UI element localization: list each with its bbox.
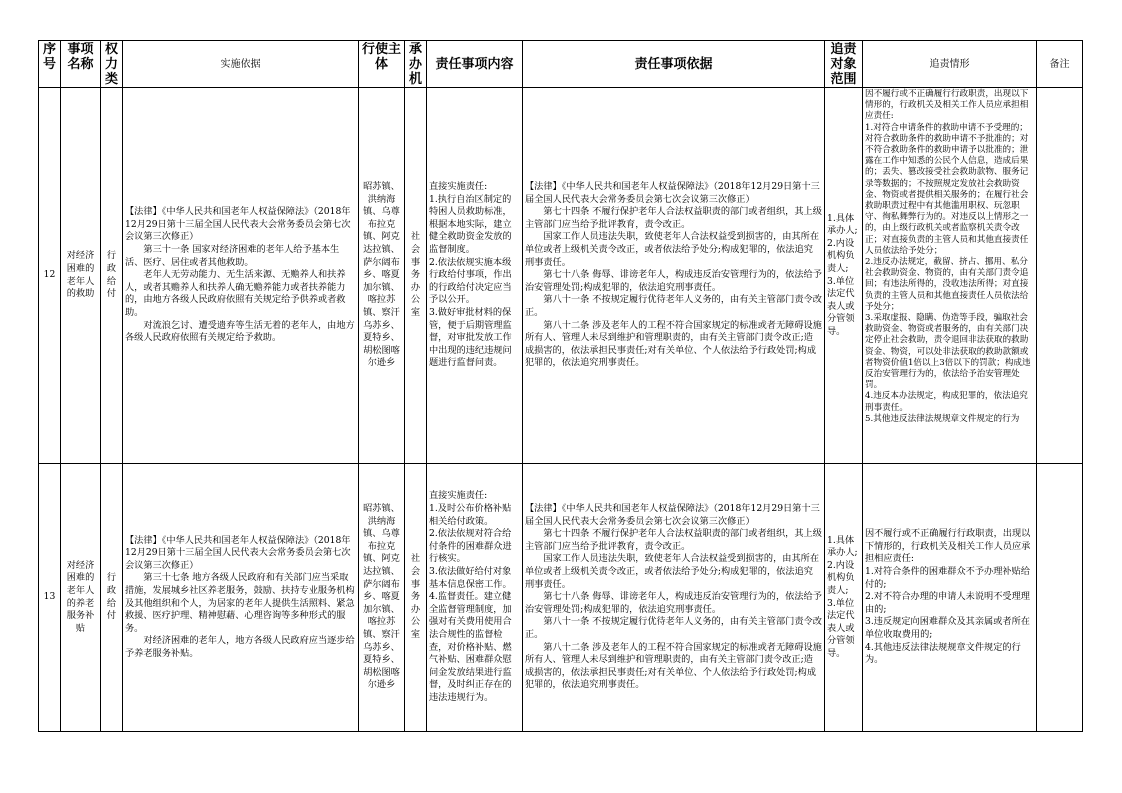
row-organ: 社会事务办公室 <box>405 464 427 732</box>
target-line: 1.具体承办人; <box>827 212 858 237</box>
duty-basis-line: 国家工作人员违法失职，致使老年人合法权益受到损害的，由其所在单位或者上级机关责令改正，或者依法给予处分;构成犯罪的，依法追究刑事责任。 <box>525 231 820 268</box>
header-duty-content: 责任事项内容 <box>427 41 523 88</box>
row-subject: 昭苏镇、洪纳海镇、乌尊布拉克镇、阿克达拉镇、萨尔阔布乡、喀夏加尔镇、喀拉苏镇、察汗乌苏乡、夏特乡、胡松图喀尔逊乡 <box>359 464 405 732</box>
duty-content-line: 4.监督责任。建立健全监督管理制度，加强对有关费用使用合法合规性的监督检查，对价格补贴、燃气补贴、困难群众慰问金发放结果进行监督，及时纠正存在的违法违规行为。 <box>429 591 512 703</box>
basis-line: 老年人无劳动能力、无生活来源、无赡养人和扶养人，或者其赡养人和扶养人确无赡养能力或者扶养能力的，由地方各级人民政府依照有关规定给予供养或者救助。 <box>125 269 346 318</box>
row-remarks <box>1037 464 1083 732</box>
row-duty-content <box>427 464 523 732</box>
circumstance-line: 4.违反本办法规定，构成犯罪的，依法追究刑事责任。 <box>865 391 1028 413</box>
basis-line: 对经济困难的老年人，地方各级人民政府应当逐步给予养老服务补贴。 <box>125 635 355 659</box>
duty-basis-line: 【法律】《中华人民共和国老年人权益保障法》（2018年12月29日第十三届全国人民代表大会常务委员会第七次会议第三次修正） <box>525 503 820 527</box>
duty-content-line: 1.执行自治区制定的特困人员救助标准，根据本地实际，建立健全救助资金发放的监督制度。 <box>429 193 512 256</box>
duty-basis-line: 第七十八条 侮辱、诽谤老年人，构成违反治安管理行为的，依法给予治安管理处罚;构成犯罪的，依法追究刑事责任。 <box>525 591 822 615</box>
header-remarks: 备注 <box>1037 41 1083 88</box>
duty-basis-line: 第八十一条 不按规定履行优待老年人义务的，由有关主管部门责令改正。 <box>525 294 822 318</box>
basis-line: 对流浪乞讨、遭受遗弃等生活无着的老年人，由地方各级人民政府依照有关规定给予救助。 <box>125 319 355 344</box>
header-duty-basis: 责任事项依据 <box>523 41 825 88</box>
duty-content-line: 1.及时公布价格补贴相关给付政策。 <box>429 503 512 527</box>
duty-content-line: 2.依法依规实施本级行政给付事项，作出的行政给付决定应当予以公开。 <box>429 256 512 306</box>
basis-line: 【法律】《中华人民共和国老年人权益保障法》（2018年12月29日第十三届全国人民代表大会常务委员会第七次会议第三次修正） <box>125 534 351 571</box>
row-organ: 社会事务办公室 <box>405 88 427 464</box>
row-circumstances <box>863 464 1037 732</box>
circumstance-line: 3.违反规定向困难群众及其亲属或者所在单位收取费用的; <box>865 616 1030 640</box>
duty-content-line: 3.依法做好给付对象基本信息保密工作。 <box>429 566 512 590</box>
target-line: 3.单位法定代表人或分管领导。 <box>827 597 855 659</box>
basis-line: 【法律】《中华人民共和国老年人权益保障法》（2018年12月29日第十三届全国人民代表大会常务委员会第七次会议第三次修正） <box>125 206 351 243</box>
header-item-name: 事项名称 <box>61 41 101 88</box>
circumstance-line: 因不履行或不正确履行行政职责，出现以下情形的，行政机关及相关工作人员应承担相应责任: <box>865 89 1029 122</box>
duty-basis-line: 第七十四条 不履行保护老年人合法权益职责的部门或者组织，其上级主管部门应当给予批评教育，责令改正。 <box>525 528 822 552</box>
circumstance-line: 2.违反办法规定，截留、挤占、挪用、私分社会救助资金、物资的，由有关部门责令追回；有违法所得的，没收违法所得；对直接负责的主管人员和其他直接责任人员依法给予处分； <box>865 257 1029 312</box>
circumstance-line: 1.对符合条件的困难群众不予办理补贴给付的; <box>865 566 1030 590</box>
power-list-table <box>38 40 1083 732</box>
row-target <box>825 88 863 464</box>
row-duty-basis <box>523 464 825 732</box>
duty-content-line: 直接实施责任: <box>429 490 488 502</box>
row-subject: 昭苏镇、洪纳海镇、乌尊布拉克镇、阿克达拉镇、萨尔阔布乡、喀夏加尔镇、喀拉苏镇、察汗乌苏乡、夏特乡、胡松图喀尔逊乡 <box>359 88 405 464</box>
header-target: 追责对象范围 <box>825 41 863 88</box>
target-line: 3.单位法定代表人或分管领导。 <box>827 275 855 337</box>
header-circumstances: 追责情形 <box>863 41 1037 88</box>
header-organ: 承办机 <box>405 41 427 88</box>
row-basis <box>123 88 359 464</box>
row-item-name: 对经济困难的老年人的救助 <box>61 88 101 464</box>
row-item-name: 对经济困难的老年人的养老服务补贴 <box>61 464 101 732</box>
row-duty-basis <box>523 88 825 464</box>
row-duty-content <box>427 88 523 464</box>
table-row <box>39 88 1083 464</box>
duty-basis-line: 第七十四条 不履行保护老年人合法权益职责的部门或者组织，其上级主管部门应当给予批评教育，责令改正。 <box>525 206 822 230</box>
header-power-type: 权力类 <box>101 41 123 88</box>
row-seq: 12 <box>39 88 61 464</box>
target-line: 2.内设机构负责人; <box>827 559 855 596</box>
table-row <box>39 464 1083 732</box>
duty-basis-line: 国家工作人员违法失职，致使老年人合法权益受到损害的，由其所在单位或者上级机关责令改正，或者依法给予处分;构成犯罪的，依法追究刑事责任。 <box>525 553 820 590</box>
header-subject: 行使主体 <box>359 41 405 88</box>
duty-basis-line: 第八十一条 不按规定履行优待老年人义务的，由有关主管部门责令改正。 <box>525 616 822 640</box>
circumstance-line: 1.对符合申请条件的救助申请不予受理的；对符合救助条件的救助申请不予批准的；对不符合救助条件的救助申请予以批准的；泄露在工作中知悉的公民个人信息，造成后果的；丢失、篡改接受社会救助款物、服务记录等数据的；不按照规定发放社会救助资金、物资或者提供相关服务的；在履行社会救助职责过程中有其他滥用职权、玩忽职守、徇私舞弊行为的。对违反以上情形之一的，由上级行政机关或者监察机关责令改正；对直接负责的主管人员和其他直接责任人员依法给予处分； <box>865 122 1029 256</box>
duty-basis-line: 第八十二条 涉及老年人的工程不符合国家规定的标准或者无障碍设施所有人、管理人未尽到维护和管理职责的，由有关主管部门责令改正;造成损害的，依法承担民事责任;对有关单位、个人依法给予行政处罚;构成犯罪的，依法追究刑事责任。 <box>525 319 822 369</box>
circumstance-line: 4.其他违反法律法规规章文件规定的行为。 <box>865 641 1021 666</box>
target-line: 2.内设机构负责人; <box>827 237 855 274</box>
circumstance-line: 2.对不符合办理的申请人未说明不受理理由的; <box>865 591 1030 615</box>
circumstance-line: 3.采取虚报、隐瞒、伪造等手段，骗取社会救助资金、物资或者服务的，由有关部门决定停止社会救助，责令退回非法获取的救助资金、物资，可以处非法获取的救助款额或者物资价值1倍以上3倍以下的罚款；构成违反治安管理行为的，依法给予治安管理处罚。 <box>865 313 1031 391</box>
duty-content-line: 直接实施责任: <box>429 181 488 193</box>
row-target <box>825 464 863 732</box>
header-seq: 序号 <box>39 41 61 88</box>
duty-basis-line: 第七十八条 侮辱、诽谤老年人，构成违反治安管理行为的，依法给予治安管理处罚;构成犯罪的，依法追究刑事责任。 <box>525 269 822 293</box>
header-basis: 实施依据 <box>123 41 359 88</box>
duty-basis-line: 【法律】《中华人民共和国老年人权益保障法》（2018年12月29日第十三届全国人民代表大会常务委员会第七次会议第三次修正） <box>525 181 820 205</box>
duty-basis-line: 第八十二条 涉及老年人的工程不符合国家规定的标准或者无障碍设施所有人、管理人未尽到维护和管理职责的，由有关主管部门责令改正;造成损害的，依法承担民事责任;对有关单位、个人依法给予行政处罚;构成犯罪的，依法追究刑事责任。 <box>525 641 822 691</box>
basis-line: 第三十一条 国家对经济困难的老年人给予基本生活、医疗、居住或者其他救助。 <box>125 244 340 268</box>
duty-content-line: 2.依法依规对符合给付条件的困难群众进行核实。 <box>429 528 512 565</box>
target-line: 1.具体承办人; <box>827 534 858 559</box>
row-seq: 13 <box>39 464 61 732</box>
row-remarks <box>1037 88 1083 464</box>
circumstance-line: 5.其他违反法律法规规章文件规定的行为 <box>865 413 1020 424</box>
basis-line: 第三十七条 地方各级人民政府和有关部门应当采取措施，发展城乡社区养老服务，鼓励、扶持专业服务机构及其他组织和个人，为居家的老年人提供生活照料、紧急救援、医疗护理、精神慰藉、心理咨询等多种形式的服务。 <box>125 572 355 634</box>
circumstance-line: 因不履行或不正确履行行政职责，出现以下情形的，行政机关及相关工作人员应承担相应责任: <box>865 528 1031 565</box>
row-circumstances <box>863 88 1037 464</box>
row-power-type: 行政给付 <box>101 88 123 464</box>
duty-content-line: 3.做好审批材料的保管，便于后期管理监督，对审批发放工作中出现的违纪违规问题进行监督问责。 <box>429 306 512 369</box>
row-power-type: 行政给付 <box>101 464 123 732</box>
row-basis <box>123 464 359 732</box>
header-row <box>39 41 1083 88</box>
